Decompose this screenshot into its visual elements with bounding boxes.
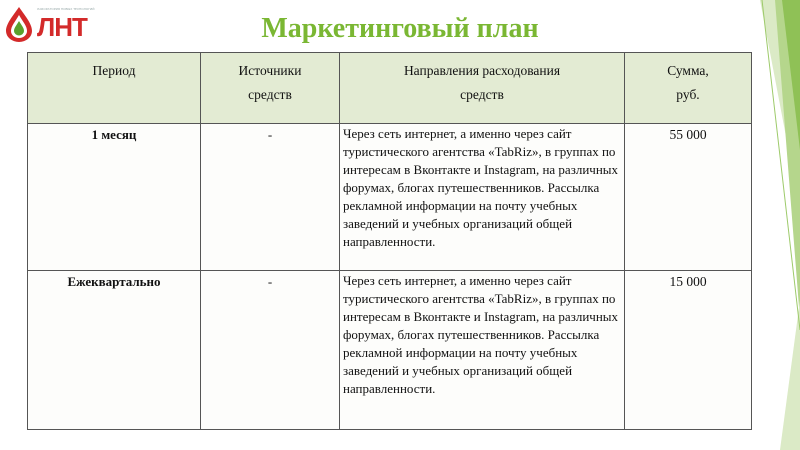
cell-source: - bbox=[201, 124, 340, 271]
cell-period: 1 месяц bbox=[28, 124, 201, 271]
table-header-row bbox=[28, 53, 752, 124]
cell-direction: Через сеть интернет, а именно через сайт туристического агентства «TabRiz», в группах по интересам в Вконтакте и Instagram, на различных форумах, блогах путешественников. Рассылка рекламной информации на почту учебных заведений и учебных организаций общей направленности. bbox=[340, 271, 625, 430]
page-title: Маркетинговый план bbox=[261, 13, 539, 44]
logo-fine-print: ЛАБОРАТОРИЯ НОВЫХ ТЕХНОЛОГИЙ bbox=[37, 7, 95, 11]
table-row bbox=[28, 271, 752, 430]
header-directions: Направления расходования средств bbox=[340, 53, 625, 124]
header-period: Период bbox=[28, 53, 201, 124]
header-sum: Сумма, руб. bbox=[625, 53, 752, 124]
marketing-plan-table bbox=[27, 52, 752, 430]
table-row bbox=[28, 124, 752, 271]
cell-period: Ежеквартально bbox=[28, 271, 201, 430]
deco-stripe-bottom bbox=[780, 300, 800, 450]
logo-wordmark: ЛНТ bbox=[37, 12, 87, 42]
cell-source: - bbox=[201, 271, 340, 430]
cell-sum: 55 000 bbox=[625, 124, 752, 271]
cell-sum: 15 000 bbox=[625, 271, 752, 430]
header-sources: Источники средств bbox=[201, 53, 340, 124]
cell-direction: Через сеть интернет, а именно через сайт туристического агентства «TabRiz», в группах по интересам в Вконтакте и Instagram, на различных форумах, блогах путешественников. Рассылка рекламной информации на почту учебных заведений и учебных организаций общей направленности. bbox=[340, 124, 625, 271]
